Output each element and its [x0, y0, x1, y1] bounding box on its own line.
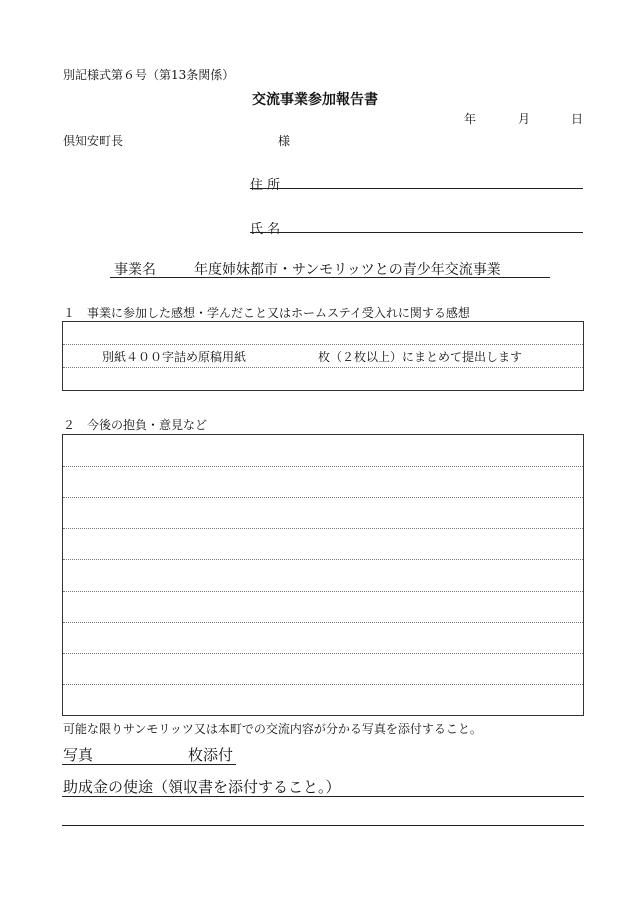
row-divider	[63, 653, 583, 654]
section1-note-right: 枚（２枚以上）にまとめて提出します	[318, 350, 523, 364]
row-divider	[63, 559, 583, 560]
recipient-name: 倶知安町長	[63, 134, 124, 148]
section1-heading: １ 事業に参加した感想・学んだこと又はホームステイ受入れに関する感想	[63, 306, 470, 320]
section1-note-left: 別紙４００字詰め原稿用紙	[102, 350, 247, 364]
form-number: 別記様式第６号（第13条関係）	[63, 68, 235, 82]
section2-heading: ２ 今後の抱負・意見など	[63, 418, 208, 432]
grant-line-2[interactable]	[62, 825, 584, 826]
row-divider	[63, 622, 583, 623]
photo-note: 可能な限りサンモリッツ又は本町での交流内容が分かる写真を添付すること。	[63, 722, 482, 736]
date-day-label: 日	[571, 112, 584, 126]
photo-label: 写真	[63, 746, 94, 764]
date-year-label: 年	[464, 112, 477, 126]
row-divider	[63, 591, 583, 592]
event-label: 事業名	[114, 262, 156, 278]
row-divider	[63, 367, 583, 368]
row-divider	[63, 497, 583, 498]
name-field[interactable]	[250, 232, 583, 233]
recipient-honorific: 様	[278, 134, 291, 148]
name-label: 氏 名	[250, 222, 281, 237]
event-title: 年度姉妹都市・サンモリッツとの青少年交流事業	[194, 262, 501, 278]
row-divider	[63, 528, 583, 529]
grant-label: 助成金の使途（領収書を添付すること。）	[63, 778, 341, 796]
address-field[interactable]	[250, 188, 583, 189]
row-divider	[63, 344, 583, 345]
page-title: 交流事業参加報告書	[252, 92, 378, 108]
row-divider	[63, 684, 583, 685]
address-label: 住 所	[250, 178, 281, 193]
row-divider	[63, 466, 583, 467]
photo-count-field[interactable]	[62, 764, 236, 765]
date-month-label: 月	[518, 112, 531, 126]
photo-count-label: 枚添付	[188, 746, 234, 764]
event-year-field[interactable]	[110, 277, 550, 278]
sheet-count-field[interactable]	[268, 348, 308, 364]
grant-line-1[interactable]	[62, 796, 584, 797]
section2-textarea[interactable]	[62, 434, 584, 716]
